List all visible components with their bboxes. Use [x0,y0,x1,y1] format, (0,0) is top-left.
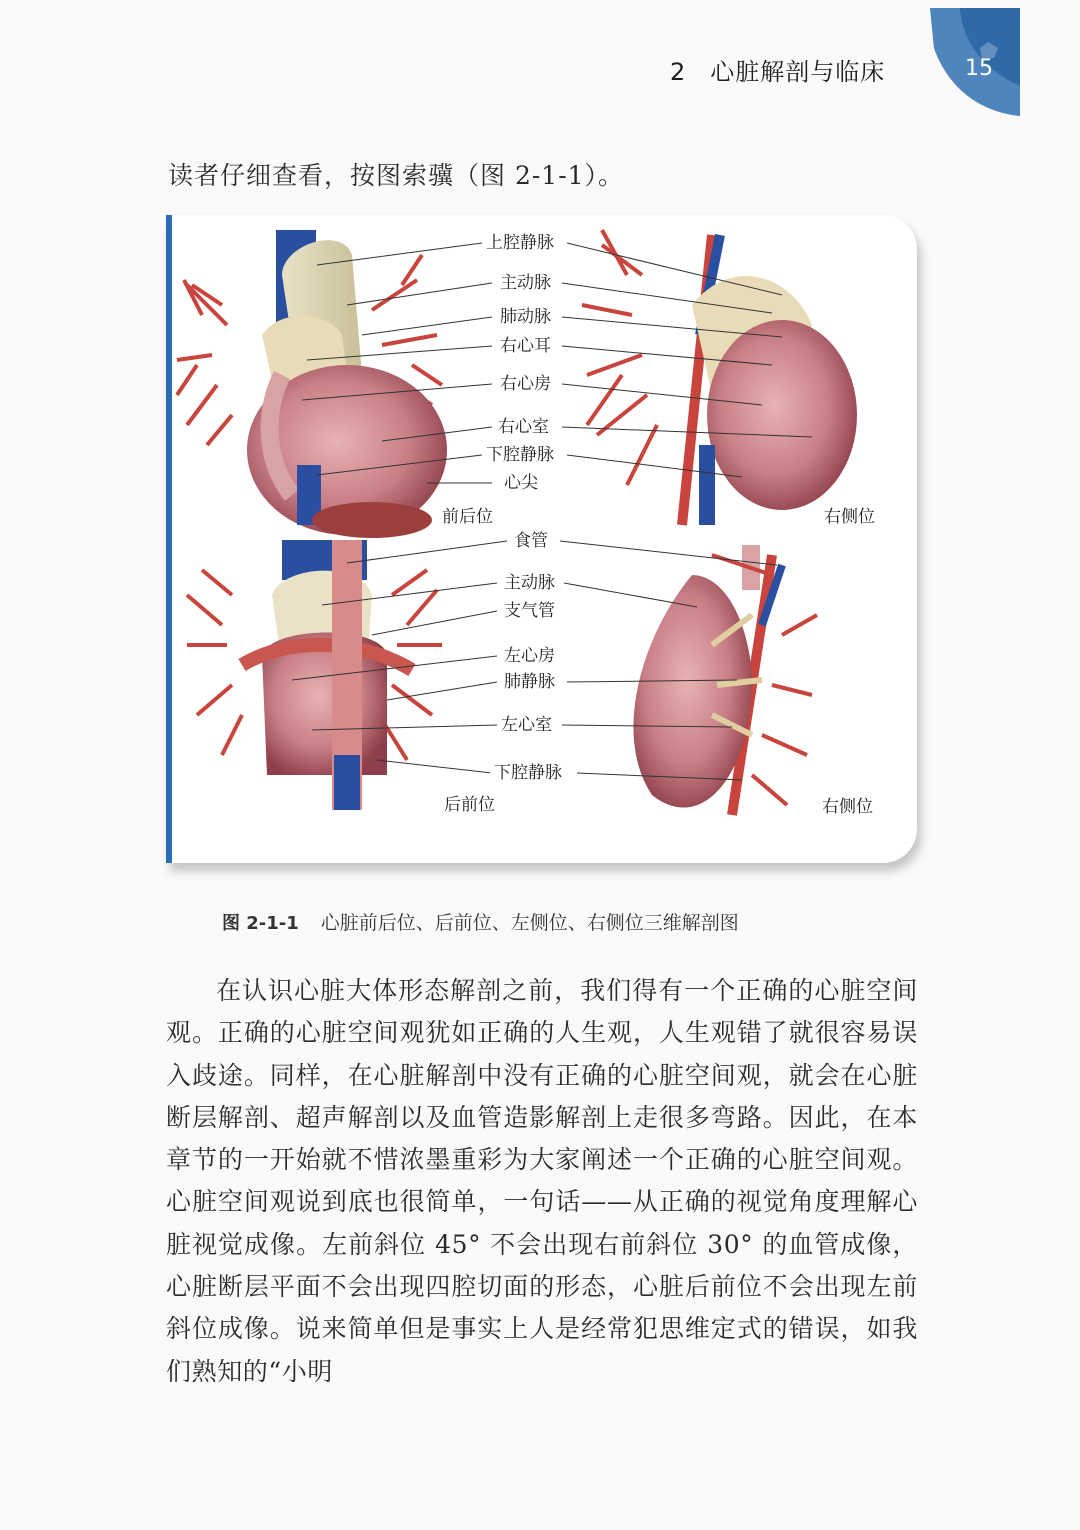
label-right-ventricle: 右心室 [494,417,553,437]
label-aorta: 主动脉 [496,273,555,293]
chapter-number: 2 [670,58,687,86]
label-aorta-posterior: 主动脉 [500,573,559,593]
label-left-ventricle: 左心室 [497,715,556,735]
view-label-posteroanterior: 后前位 [444,795,495,815]
intro-line: 读者仔细查看，按图索骥（图 2-1-1）。 [168,161,625,190]
anatomy-figure [166,215,917,863]
label-pulmonary-vein: 肺静脉 [500,672,559,692]
label-pulmonary-artery: 肺动脉 [496,307,555,327]
running-header [670,52,885,87]
figure-number: 图 2-1-1 [222,913,299,934]
heart-posterior-view [187,540,442,810]
label-inferior-vena-cava: 下腔静脉 [482,445,558,465]
view-label-right-lateral-top: 右侧位 [824,507,875,527]
label-apex: 心尖 [500,473,542,493]
label-right-atrium: 右心房 [496,374,555,394]
view-label-anteroposterior: 前后位 [442,507,493,527]
page-number: 15 [965,56,993,81]
figure-caption [222,908,739,935]
label-esophagus: 食管 [510,531,552,551]
label-bronchus: 支气管 [500,601,559,621]
body-text [166,970,918,1393]
heart-anterior-view [177,230,447,538]
figure-caption-text: 心脏前后位、后前位、左侧位、右侧位三维解剖图 [320,912,739,934]
label-superior-vena-cava: 上腔静脉 [482,233,558,253]
view-label-right-lateral-bottom: 右侧位 [822,797,873,817]
label-right-auricle: 右心耳 [496,336,555,356]
label-left-atrium: 左心房 [500,646,559,666]
chapter-title: 心脏解剖与临床 [710,58,886,86]
label-inferior-vena-cava-posterior: 下腔静脉 [490,763,566,783]
heart-right-lateral-view [582,230,857,525]
body-paragraph: 在认识心脏大体形态解剖之前，我们得有一个正确的心脏空间观。正确的心脏空间观犹如正确的人生观，人生观错了就很容易误入歧途。同样，在心脏解剖中没有正确的心脏空间观，就会在心脏断层解剖、超声解剖以及血管造影解剖上走很多弯路。因此，在本章节的一开始就不惜浓墨重彩为大家阐述一个正确的心脏空间观。心脏空间观说到底也很简单，一句话——从正确的视觉角度理解心脏视觉成像。左前斜位 45° 不会出现右前斜位 30° 的血管成像，心脏断层平面不会出现四腔切面的形态，心脏后前位不会出现左前斜位成像。说来简单但是事实上人是经常犯思维定式的错误，如我们熟知的“小明 [166,976,918,1386]
